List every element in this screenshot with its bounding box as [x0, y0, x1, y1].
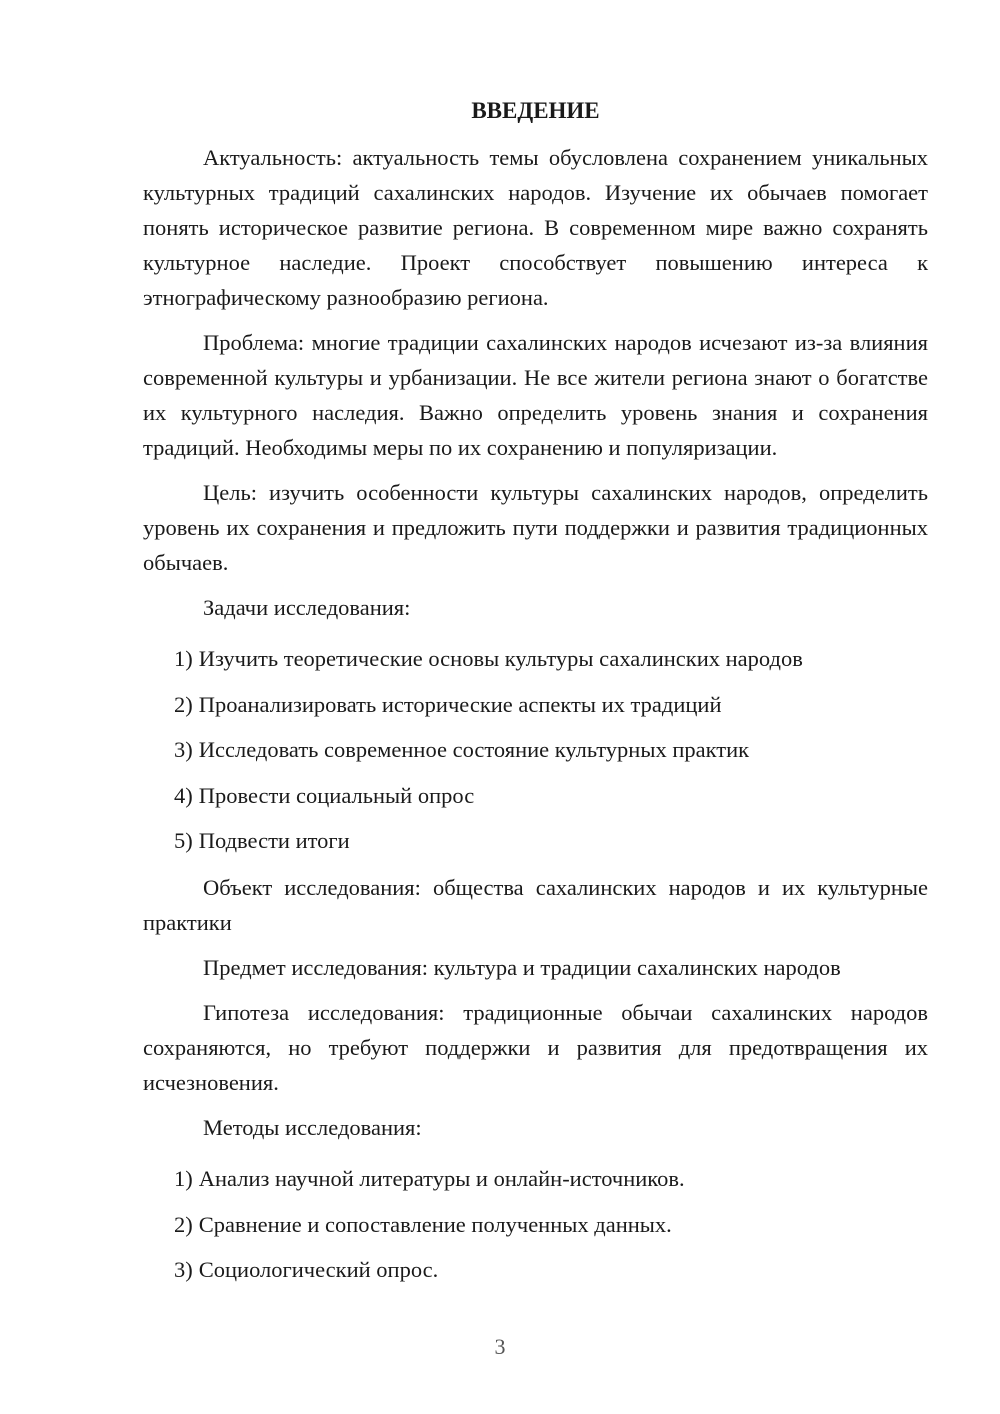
subject-paragraph: Предмет исследования: культура и традиции сахалинских народов	[203, 955, 841, 980]
object-paragraph: Объект исследования: общества сахалинских народов и их культурные практики	[143, 875, 928, 935]
relevance-paragraph: Актуальность: актуальность темы обусловлена сохранением уникальных культурных традиций сахалинских народов. Изучение их обычаев помогает понять историческое развитие региона. В современном мире важно сохранять культурное наследие. Проект способствует повышению интереса к этнографическому разнообразию региона.	[143, 145, 928, 310]
list-item: 1) Анализ научной литературы и онлайн-источников.	[174, 1166, 685, 1191]
list-item: 2) Сравнение и сопоставление полученных данных.	[174, 1211, 672, 1237]
list-item: 4) Провести социальный опрос	[174, 782, 475, 808]
tasks-list	[143, 641, 928, 858]
tasks-heading: Задачи исследования:	[203, 595, 411, 620]
list-item: 1) Изучить теоретические основы культуры сахалинских народов	[174, 646, 803, 671]
list-item: 3) Социологический опрос.	[174, 1257, 439, 1282]
page-content	[143, 95, 928, 1298]
list-item: 5) Подвести итоги	[174, 828, 350, 853]
methods-heading: Методы исследования:	[203, 1115, 422, 1140]
methods-list	[143, 1161, 928, 1287]
section-title: ВВЕДЕНИЕ	[471, 98, 600, 123]
list-item: 2) Проанализировать исторические аспекты их традиций	[174, 691, 722, 717]
page-number: 3	[494, 1334, 506, 1359]
goal-paragraph: Цель: изучить особенности культуры сахалинских народов, определить уровень их сохранения и предложить пути поддержки и развития традиционных обычаев.	[143, 480, 928, 575]
problem-paragraph: Проблема: многие традиции сахалинских народов исчезают из-за влияния современной культуры и урбанизации. Не все жители региона знают о богатстве их культурного наследия. Важно определить уровень знания и сохранения традиций. Необходимы меры по их сохранению и популяризации.	[143, 330, 928, 460]
hypothesis-paragraph: Гипотеза исследования: традиционные обычаи сахалинских народов сохраняются, но требуют поддержки и развития для предотвращения их исчезновения.	[143, 1000, 928, 1095]
list-item: 3) Исследовать современное состояние культурных практик	[174, 737, 750, 762]
